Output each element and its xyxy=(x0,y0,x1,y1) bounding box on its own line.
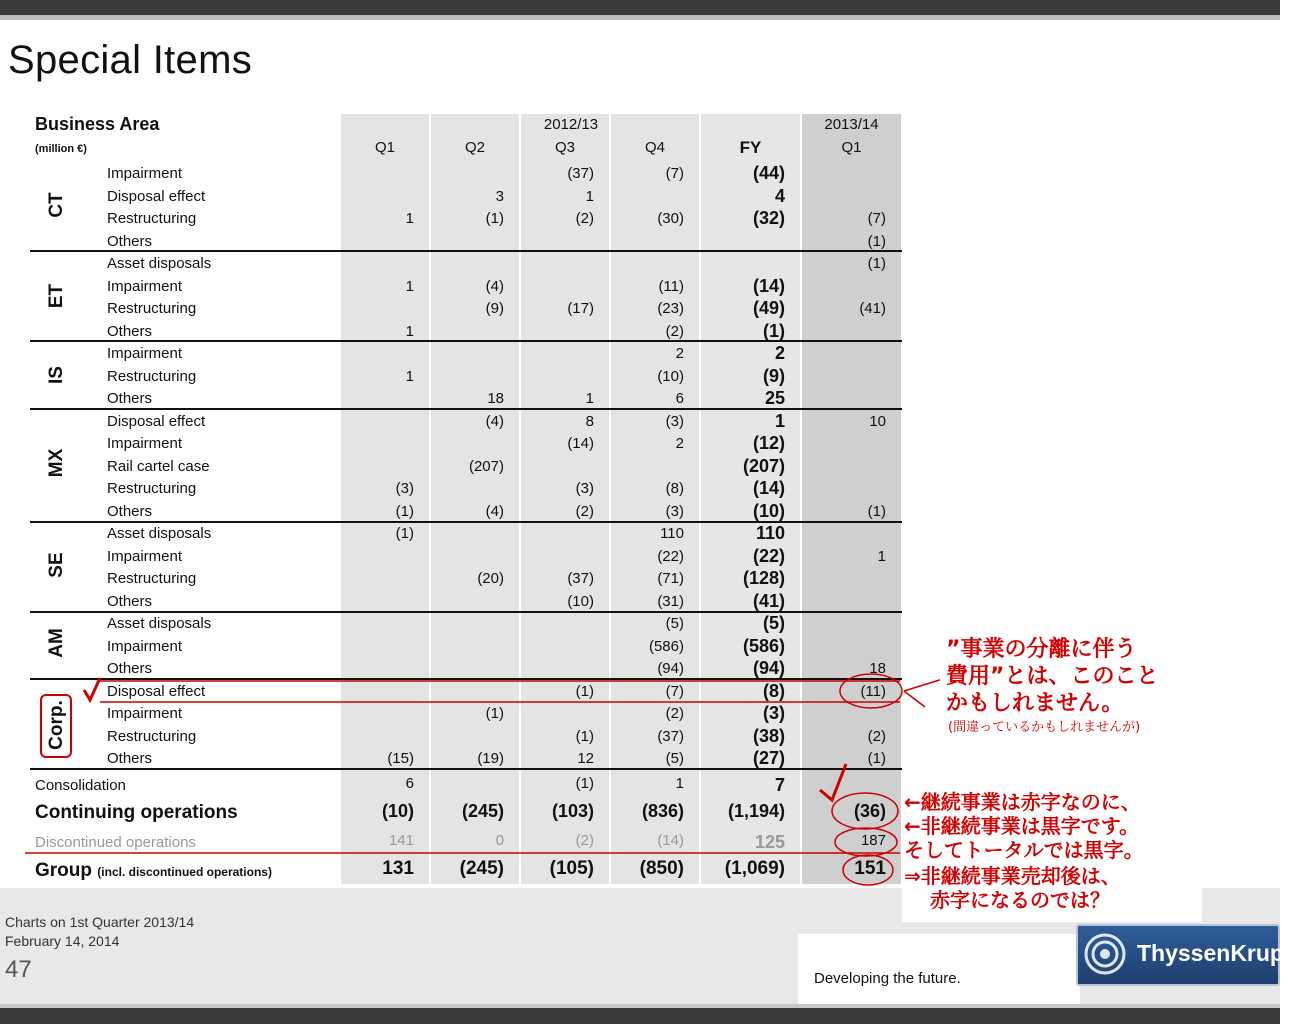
group-label-sub: (incl. discontinued operations) xyxy=(97,865,272,879)
cell-value: (14) xyxy=(752,478,785,498)
highlight-ellipse-discontinued xyxy=(835,828,897,856)
slogan: Developing the future. xyxy=(814,970,961,987)
cell-value: 10 xyxy=(869,413,886,430)
unit-label: (million €) xyxy=(35,143,87,155)
consolidation-value: (1) xyxy=(575,775,594,792)
page-number: 47 xyxy=(5,956,32,983)
cell-value: (8) xyxy=(763,681,785,701)
cell-value: (8) xyxy=(665,480,684,497)
discontinued-value: (14) xyxy=(657,832,684,849)
footer-date: February 14, 2014 xyxy=(5,933,120,949)
cell-value: (207) xyxy=(468,458,504,475)
discontinued-operations-label: Discontinued operations xyxy=(35,834,196,851)
row-label: Restructuring xyxy=(107,480,197,497)
cell-value: (7) xyxy=(867,210,886,227)
continuing-value: (10) xyxy=(381,801,414,821)
cell-value: (4) xyxy=(485,278,504,295)
cell-value: 8 xyxy=(585,413,594,430)
row-label: Restructuring xyxy=(107,728,197,745)
note-2-line-1: ←継続事業は赤字なのに、 xyxy=(904,790,1141,814)
cell-value: (1) xyxy=(395,503,414,520)
note-1-small: (間違っているかもしれませんが) xyxy=(948,720,1141,735)
cell-value: (5) xyxy=(665,615,684,632)
consolidation-value: 1 xyxy=(675,775,684,792)
segment-am: AM xyxy=(46,628,67,658)
group-value: (245) xyxy=(459,858,504,879)
cell-value: (10) xyxy=(752,501,785,521)
cell-value: (4) xyxy=(485,413,504,430)
row-label: Disposal effect xyxy=(107,188,206,205)
row-label: Restructuring xyxy=(107,210,197,227)
cell-value: (20) xyxy=(477,570,504,587)
cell-value: (94) xyxy=(657,660,684,677)
cell-value: (7) xyxy=(665,165,684,182)
cell-value: (1) xyxy=(395,525,414,542)
consolidation-value: 7 xyxy=(774,775,785,795)
group-label-main: Group xyxy=(35,860,92,881)
highlight-ellipse-continuing xyxy=(832,793,898,829)
note-1-line-1: ”事業の分離に伴う xyxy=(946,637,1137,662)
col-header-q2: Q2 xyxy=(464,139,485,156)
segment-is: IS xyxy=(46,366,67,384)
note-1-line-2: 費用”とは、このこと xyxy=(946,664,1159,689)
cell-value: (1) xyxy=(763,321,785,341)
cell-value: 2 xyxy=(774,343,785,363)
discontinued-value: 187 xyxy=(860,832,886,849)
segment-corp: Corp. xyxy=(46,700,67,750)
row-label: Asset disposals xyxy=(107,615,212,632)
cell-value: 4 xyxy=(774,186,785,206)
cell-value: (17) xyxy=(567,300,594,317)
cell-value: (22) xyxy=(752,546,785,566)
highlight-ellipse-group xyxy=(843,855,893,885)
row-label: Asset disposals xyxy=(107,255,212,272)
continuing-value: (103) xyxy=(551,801,594,821)
cell-value: (128) xyxy=(742,568,785,588)
row-label: Others xyxy=(107,660,153,677)
cell-value: 2 xyxy=(675,345,684,362)
discontinued-value: (2) xyxy=(575,832,594,849)
group-value: 151 xyxy=(854,858,886,879)
cell-value: (9) xyxy=(763,366,785,386)
cell-value: 1 xyxy=(774,411,785,431)
logo-rings-icon xyxy=(1083,932,1127,976)
cell-value: (38) xyxy=(752,726,785,746)
cell-value: (3) xyxy=(395,480,414,497)
continuing-value: (836) xyxy=(641,801,684,821)
row-label: Others xyxy=(107,323,153,340)
cell-value: (2) xyxy=(867,728,886,745)
col-header-q4: Q4 xyxy=(644,139,665,156)
note-3 xyxy=(904,864,1121,912)
consolidation-label: Consolidation xyxy=(35,777,126,794)
cell-value: (14) xyxy=(752,276,785,296)
row-label: Asset disposals xyxy=(107,525,212,542)
group-value: (1,069) xyxy=(724,858,785,879)
year-header-2012-13: 2012/13 xyxy=(543,116,599,133)
segment-se: SE xyxy=(46,552,67,578)
continuing-value: (245) xyxy=(461,801,504,821)
cell-value: 1 xyxy=(405,278,414,295)
logo-text: ThyssenKrupp xyxy=(1137,940,1298,966)
note-3-line-1: ⇒非継続事業売却後は、 xyxy=(904,864,1121,888)
cell-value: 1 xyxy=(405,323,414,340)
cell-value: (31) xyxy=(657,593,684,610)
cell-value: (3) xyxy=(763,703,785,723)
cell-value: 3 xyxy=(495,188,504,205)
row-label: Rail cartel case xyxy=(107,458,210,475)
cell-value: (1) xyxy=(485,210,504,227)
col-header-fy: FY xyxy=(739,138,762,157)
col-header-q1: Q1 xyxy=(374,139,395,156)
segment-mx: MX xyxy=(46,448,67,478)
cell-value: (14) xyxy=(567,435,594,452)
cell-value: (586) xyxy=(742,636,785,656)
row-label: Restructuring xyxy=(107,570,197,587)
cell-value: (1) xyxy=(485,705,504,722)
cell-value: (44) xyxy=(752,163,785,183)
cell-value: (71) xyxy=(657,570,684,587)
cell-value: (9) xyxy=(485,300,504,317)
discontinued-value: 125 xyxy=(754,832,785,852)
row-label: Impairment xyxy=(107,548,183,565)
cell-value: (11) xyxy=(860,683,886,700)
row-label: Disposal effect xyxy=(107,683,206,700)
cell-value: (12) xyxy=(752,433,785,453)
cell-value: 2 xyxy=(675,435,684,452)
slogan-box xyxy=(798,934,1080,1004)
cell-value: (19) xyxy=(477,750,504,767)
highlight-ellipse-corp-disposal xyxy=(840,674,902,708)
cell-value: 1 xyxy=(405,210,414,227)
discontinued-value: 141 xyxy=(388,832,414,849)
check-mark-corp xyxy=(84,678,100,700)
cell-value: (15) xyxy=(387,750,414,767)
cell-value: 1 xyxy=(585,390,594,407)
check-mark-continuing xyxy=(820,764,846,800)
cell-value: 110 xyxy=(660,525,684,542)
note-pointer-2 xyxy=(904,691,925,707)
cell-value: (5) xyxy=(763,613,785,633)
note-2-line-2: ←非継続事業は黒字です。 xyxy=(904,814,1140,838)
cell-value: (586) xyxy=(648,638,684,655)
group-value: (850) xyxy=(639,858,684,879)
cell-value: (41) xyxy=(859,300,886,317)
discontinued-value: 0 xyxy=(495,832,504,849)
cell-value: (3) xyxy=(665,413,684,430)
note-3-line-2: 赤字になるのでは？ xyxy=(930,888,1110,912)
row-label: Others xyxy=(107,593,153,610)
continuing-value: (36) xyxy=(853,801,886,821)
cell-value: (3) xyxy=(575,480,594,497)
col-header-q3: Q3 xyxy=(554,139,575,156)
row-label: Impairment xyxy=(107,345,183,362)
cell-value: 110 xyxy=(755,523,785,543)
row-label: Restructuring xyxy=(107,368,197,385)
note-1 xyxy=(946,636,1158,717)
cell-value: (30) xyxy=(657,210,684,227)
note-2 xyxy=(904,790,1144,862)
cell-value: (5) xyxy=(665,750,684,767)
group-value: (105) xyxy=(549,858,594,879)
business-area-header: Business Area xyxy=(35,114,160,134)
year-header-2013-14: 2013/14 xyxy=(824,116,879,133)
row-label: Others xyxy=(107,390,153,407)
cell-value: 6 xyxy=(675,390,684,407)
cell-value: (3) xyxy=(665,503,684,520)
row-label: Others xyxy=(107,503,153,520)
cell-value: (1) xyxy=(867,255,886,272)
cell-value: (2) xyxy=(665,323,684,340)
continuing-value: (1,194) xyxy=(727,801,785,821)
cell-value: (1) xyxy=(867,750,886,767)
cell-value: 25 xyxy=(764,388,785,408)
cell-value: (22) xyxy=(657,548,684,565)
cell-value: 18 xyxy=(869,660,886,677)
row-label: Impairment xyxy=(107,278,183,295)
note-2-line-3: そしてトータルでは黒字。 xyxy=(904,838,1144,862)
cell-value: (2) xyxy=(575,210,594,227)
row-label: Restructuring xyxy=(107,300,197,317)
cell-value: (1) xyxy=(867,233,886,250)
cell-value: (2) xyxy=(575,503,594,520)
row-label: Others xyxy=(107,233,153,250)
cell-value: (10) xyxy=(567,593,594,610)
cell-value: (37) xyxy=(567,570,594,587)
cell-value: (27) xyxy=(752,748,785,768)
row-label: Impairment xyxy=(107,705,183,722)
cell-value: 1 xyxy=(877,548,886,565)
segment-et: ET xyxy=(46,283,67,309)
row-label: Impairment xyxy=(107,165,183,182)
consolidation-value: 6 xyxy=(405,775,414,792)
cell-value: (1) xyxy=(867,503,886,520)
cell-value: (37) xyxy=(567,165,594,182)
footer-chart-title: Charts on 1st Quarter 2013/14 xyxy=(5,914,195,930)
col-header-q1-1314: Q1 xyxy=(841,139,862,156)
row-label: Impairment xyxy=(107,638,183,655)
note-1-line-3: かもしれません。 xyxy=(946,691,1124,716)
cell-value: (23) xyxy=(657,300,684,317)
page-title: Special Items xyxy=(8,38,252,82)
cell-value: (10) xyxy=(657,368,684,385)
row-label: Impairment xyxy=(107,435,183,452)
group-value: 131 xyxy=(382,858,414,879)
row-label: Disposal effect xyxy=(107,413,206,430)
cell-value: (11) xyxy=(658,278,684,295)
cell-value: (207) xyxy=(742,456,785,476)
cell-value: (2) xyxy=(665,705,684,722)
cell-value: (4) xyxy=(485,503,504,520)
cell-value: (94) xyxy=(752,658,785,678)
cell-value: (41) xyxy=(752,591,785,611)
cell-value: (7) xyxy=(665,683,684,700)
cell-value: (37) xyxy=(657,728,684,745)
cell-value: 12 xyxy=(577,750,594,767)
cell-value: 18 xyxy=(487,390,504,407)
bottom-bar-accent xyxy=(0,1004,1280,1008)
segment-ct: CT xyxy=(46,192,67,218)
row-label: Others xyxy=(107,750,153,767)
cell-value: (32) xyxy=(752,208,785,228)
cell-value: 1 xyxy=(585,188,594,205)
continuing-operations-label: Continuing operations xyxy=(35,802,238,823)
cell-value: (1) xyxy=(575,728,594,745)
cell-value: (1) xyxy=(575,683,594,700)
cell-value: 1 xyxy=(405,368,414,385)
cell-value: (49) xyxy=(752,298,785,318)
